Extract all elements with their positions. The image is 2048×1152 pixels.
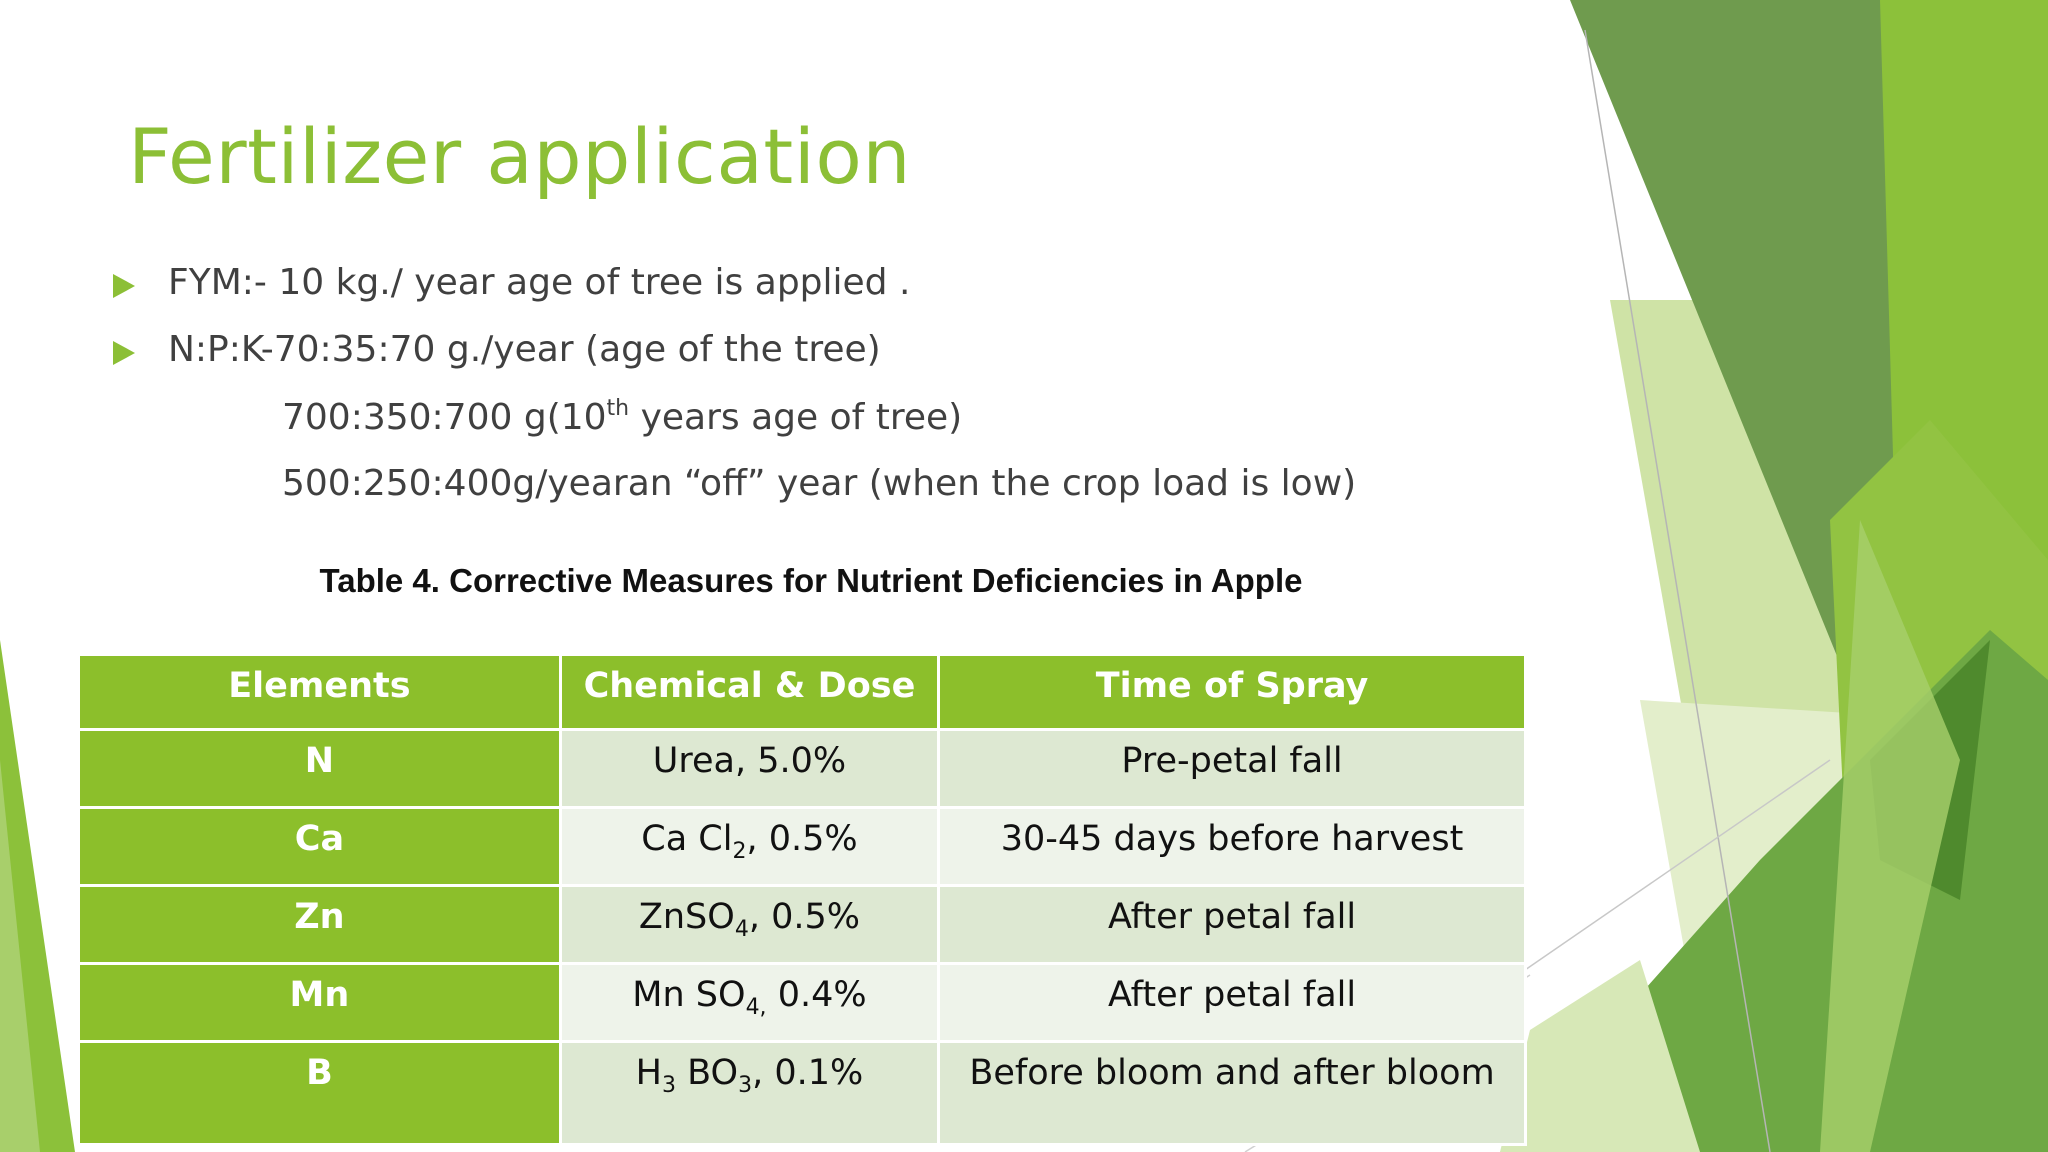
element-cell: Mn — [79, 964, 561, 1042]
superscript-th: th — [606, 396, 630, 421]
time-cell: After petal fall — [939, 886, 1526, 964]
chemical-dose: , 0.5% — [748, 897, 860, 937]
element-cell: N — [79, 730, 561, 808]
chemical-text: ZnSO — [638, 897, 735, 937]
element-cell: B — [79, 1042, 561, 1145]
table-header-row — [79, 655, 1526, 730]
table-row — [79, 808, 1526, 886]
chemical-subscript: 4, — [745, 995, 767, 1020]
table-row — [79, 886, 1526, 964]
time-cell: 30-45 days before harvest — [939, 808, 1526, 886]
chemical-subscript-2: 3 — [738, 1073, 753, 1098]
bullet-arrow-icon — [113, 341, 135, 365]
time-cell: After petal fall — [939, 964, 1526, 1042]
chemical-subscript: 4 — [734, 917, 749, 942]
chemical-subscript: 3 — [661, 1073, 676, 1098]
npk-tenth-year-line — [282, 396, 962, 438]
header-chemical-dose: Chemical & Dose — [560, 655, 938, 730]
element-cell: Zn — [79, 886, 561, 964]
element-cell: Ca — [79, 808, 561, 886]
chemical-text: H — [635, 1053, 662, 1093]
chemical-cell — [560, 886, 938, 964]
header-elements: Elements — [79, 655, 561, 730]
chemical-dose: , 0.5% — [746, 819, 858, 859]
bullet-fym: FYM:- 10 kg./ year age of tree is applied . — [168, 262, 911, 303]
table-row — [79, 964, 1526, 1042]
bullet-npk: N:P:K-70:35:70 g./year (age of the tree) — [168, 329, 881, 370]
chemical-cell — [560, 808, 938, 886]
npk-tenth-year-rest: years age of tree) — [629, 397, 963, 438]
chemical-dose: , 0.1% — [752, 1053, 864, 1093]
table-caption: Table 4. Corrective Measures for Nutrient Deficiencies in Apple — [319, 562, 1303, 599]
header-time-of-spray: Time of Spray — [939, 655, 1526, 730]
table-row — [79, 730, 1526, 808]
chemical-cell — [560, 964, 938, 1042]
chemical-subscript: 2 — [732, 839, 747, 864]
chemical-dose: 0.4% — [766, 975, 867, 1015]
time-cell: Pre-petal fall — [939, 730, 1526, 808]
chemical-text: Ca Cl — [641, 819, 733, 859]
chemical-cell — [560, 730, 938, 808]
table-row — [79, 1042, 1526, 1145]
time-cell: Before bloom and after bloom — [939, 1042, 1526, 1145]
npk-off-year-line: 500:250:400g/yearan “off” year (when the crop load is low) — [282, 463, 1357, 504]
bullet-arrow-icon — [113, 274, 135, 298]
npk-tenth-year-text: 700:350:700 g(10 — [282, 397, 607, 438]
chemical-text-2: BO — [675, 1053, 739, 1093]
deficiency-table — [77, 653, 1527, 1146]
chemical-text: Mn SO — [632, 975, 746, 1015]
slide-title: Fertilizer application — [128, 112, 911, 201]
chemical-cell — [560, 1042, 938, 1145]
chemical-text: Urea, 5.0% — [652, 741, 847, 781]
